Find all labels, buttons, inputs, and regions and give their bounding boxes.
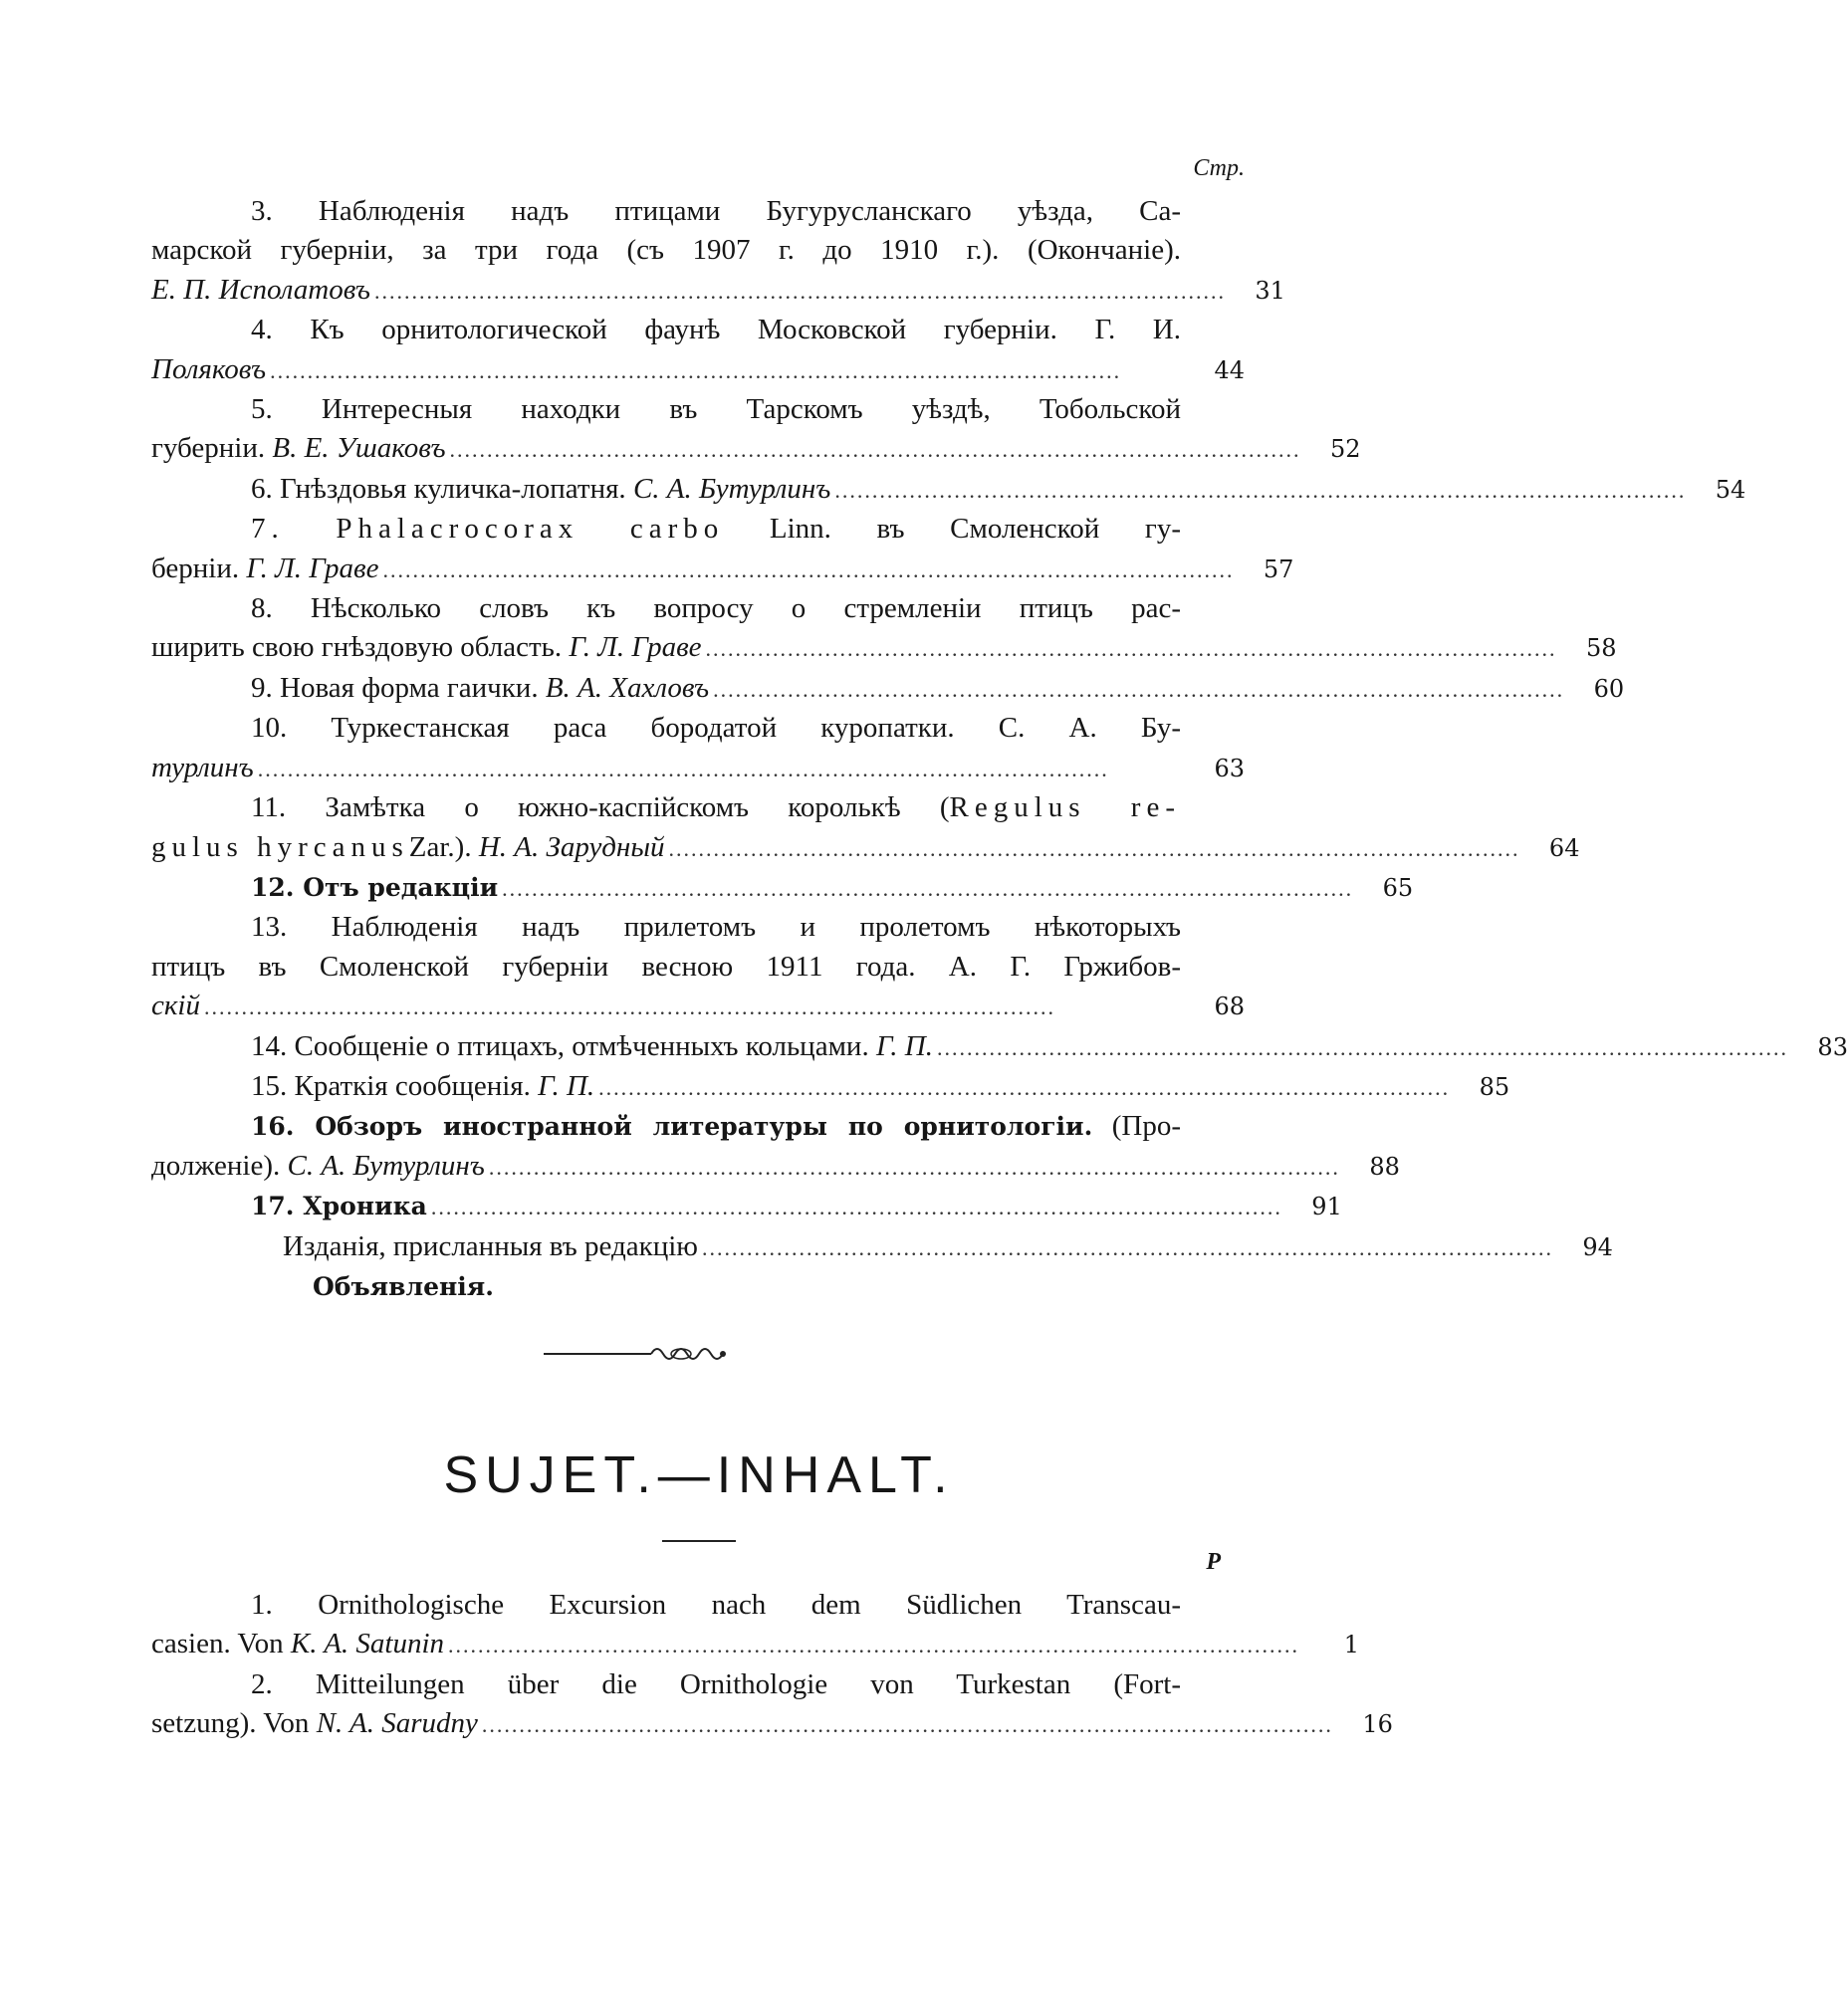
dot-leader: ..................................................................................................................: [481, 1712, 1333, 1738]
page-number: 91: [1311, 1193, 1342, 1221]
entry-line-tail: (Про-: [1092, 1110, 1181, 1143]
page-number: 57: [1263, 554, 1294, 583]
page-number: 54: [1715, 475, 1746, 504]
entry-species: Regulus re-: [949, 791, 1181, 824]
page-number: 85: [1479, 1072, 1510, 1101]
entry-line: Zar.).: [408, 830, 472, 863]
toc-entry: [151, 589, 1617, 669]
column-header: Стр.: [1193, 155, 1245, 181]
entry-author: K. A. Satunin: [290, 1628, 445, 1660]
dot-leader: ..................................................................................................................: [502, 875, 1354, 901]
page-number: 1: [1343, 1631, 1360, 1659]
entry-line: 10. Туркестанская раса бородатой куропатки. С. А. Бу-: [251, 712, 1181, 745]
toc-entry: [151, 1067, 1510, 1107]
toc-entry: [151, 868, 1414, 908]
entry-species: 7. Phalacrocorax carbo: [251, 513, 725, 546]
toc-entry: [151, 1665, 1393, 1745]
entry-author: В. Е. Ушаковъ: [272, 432, 446, 465]
dot-leader: ..................................................................................................................: [430, 1195, 1282, 1220]
entry-line-tail: Linn. въ Смоленской гу-: [724, 513, 1181, 546]
dot-leader: ..................................................................................................................: [668, 835, 1520, 861]
page-number: 44: [1214, 355, 1245, 384]
dot-leader: ..................................................................................................................: [204, 995, 1055, 1020]
toc-entry: [151, 669, 1625, 709]
toc-entry: [151, 390, 1361, 470]
dot-leader: ..................................................................................................................: [449, 437, 1301, 463]
entry-line: ширить свою гнѣздовую область.: [151, 631, 563, 664]
entry-line: 1. Ornithologische Excursion nach dem Südlichen Transcau-: [251, 1589, 1181, 1621]
ornament-divider: [544, 1339, 743, 1369]
toc-entry: [151, 1027, 1848, 1067]
dot-leader: ..................................................................................................................: [448, 1633, 1300, 1658]
dot-leader: ..................................................................................................................: [598, 1074, 1451, 1100]
entry-author: N. A. Sarudny: [316, 1707, 478, 1740]
toc-entry: [151, 470, 1746, 510]
page-number: 83: [1817, 1032, 1848, 1061]
entry-author: Е. П. Исполатовъ: [151, 273, 370, 306]
entry-title: 9. Новая форма гаички.: [251, 671, 539, 704]
entry-line: 3. Наблюденія надъ птицами Бугурусланскаго уѣзда, Са-: [251, 195, 1181, 227]
page-number: 94: [1582, 1232, 1613, 1261]
toc-entry: [151, 510, 1294, 589]
title-rule: [662, 1540, 736, 1542]
entry-author: Поляковъ: [151, 352, 267, 385]
dot-leader: ..................................................................................................................: [257, 756, 1109, 781]
entry-author: Н. А. Зарудный: [478, 830, 665, 863]
page-number: 31: [1255, 276, 1285, 305]
entry-author: Г. П.: [538, 1069, 595, 1102]
entry-line: casien. Von: [151, 1628, 284, 1660]
section-title: SUJET.—INHALT.: [443, 1446, 955, 1504]
entry-line: 2. Mitteilungen über die Ornithologie von Turkestan (Fort-: [251, 1667, 1181, 1700]
entry-title: Изданія, присланныя въ редакцію: [283, 1229, 698, 1262]
toc-entry: [151, 1586, 1360, 1665]
dot-leader: ..................................................................................................................: [705, 636, 1557, 662]
page-number: 68: [1214, 993, 1245, 1021]
entry-title: 6. Гнѣздовья куличка-лопатня.: [251, 472, 626, 505]
page-number: 63: [1214, 754, 1245, 782]
entry-line: setzung). Von: [151, 1707, 310, 1740]
entry-line: [151, 788, 1181, 827]
entry-author: В. А. Хахловъ: [545, 671, 710, 704]
page-number: 16: [1362, 1710, 1393, 1739]
toc-entry: [151, 192, 1285, 311]
entry-title: 17. Хроника: [251, 1192, 427, 1221]
entry-line-head: 11. Замѣтка о южно-каспійскомъ королькѣ (: [251, 791, 950, 824]
page-number: 52: [1329, 435, 1361, 464]
entry-line: долженіе).: [151, 1149, 281, 1182]
entry-author: С. А. Бутурлинъ: [287, 1149, 485, 1182]
dot-leader: ..................................................................................................................: [701, 1234, 1553, 1260]
toc-entry: [151, 311, 1245, 390]
dot-leader: ..................................................................................................................: [488, 1154, 1340, 1180]
entry-line: 8. Нѣсколько словъ къ вопросу о стремленіи птицъ рас-: [251, 592, 1181, 625]
page-number: 65: [1382, 873, 1414, 902]
entry-author: Г. Л. Граве: [246, 552, 379, 584]
toc-entry: [151, 1187, 1342, 1226]
dot-leader: ..................................................................................................................: [382, 556, 1235, 582]
entry-line: 5. Интересныя находки въ Тарскомъ уѣздѣ, Тобольской: [251, 393, 1181, 426]
announcements-label: Объявленія.: [313, 1271, 494, 1301]
column-header-de: P: [1206, 1549, 1221, 1575]
entry-title: 14. Сообщеніе о птицахъ, отмѣченныхъ кольцами.: [251, 1029, 869, 1062]
entry-title: 12. Отъ редакціи: [251, 872, 499, 902]
dot-leader: ..................................................................................................................: [270, 357, 1122, 383]
dot-leader: ..................................................................................................................: [373, 278, 1226, 304]
entry-author: турлинъ: [151, 751, 254, 783]
entry-author: Г. Л. Граве: [569, 631, 702, 664]
entry-line: [151, 510, 1181, 549]
entry-line: 13. Наблюденія надъ прилетомъ и пролетомъ нѣкоторыхъ: [251, 911, 1181, 944]
entry-author: Г. П.: [875, 1029, 933, 1062]
entry-line: 4. Къ орнитологической фаунѣ Московской губерніи. Г. И.: [251, 314, 1181, 346]
entry-line: [151, 1107, 1181, 1146]
dot-leader: ..................................................................................................................: [834, 477, 1687, 503]
entry-line: марской губерніи, за три года (съ 1907 г. до 1910 г.). (Окончаніе).: [151, 234, 1181, 267]
toc-german: [151, 1586, 1393, 1745]
entry-author: С. А. Бутурлинъ: [632, 472, 831, 505]
entry-line: берніи.: [151, 552, 240, 584]
entry-title: 15. Краткія сообщенія.: [251, 1069, 531, 1102]
entry-line: губерніи.: [151, 432, 266, 465]
entry-author: скій: [151, 990, 200, 1022]
entry-title: 16. Обзоръ иностранной литературы по орнитологіи.: [251, 1112, 1093, 1142]
dot-leader: ..................................................................................................................: [936, 1034, 1788, 1060]
toc-entry: [151, 908, 1245, 1026]
page-number: 58: [1585, 634, 1617, 663]
toc-russian: [151, 192, 1848, 1307]
toc-entry: [151, 788, 1580, 868]
page-number: 88: [1369, 1152, 1400, 1181]
toc-entry: [151, 1227, 1613, 1267]
toc-entry: [151, 709, 1245, 788]
page-number: 60: [1593, 674, 1625, 703]
dot-leader: ..................................................................................................................: [713, 676, 1565, 702]
page-number: 64: [1548, 833, 1580, 862]
entry-line: птицъ въ Смоленской губерніи весною 1911 года. А. Г. Гржибов-: [151, 950, 1181, 983]
entry-species: gulus hyrcanus: [151, 830, 409, 863]
toc-entry: [151, 1107, 1400, 1187]
